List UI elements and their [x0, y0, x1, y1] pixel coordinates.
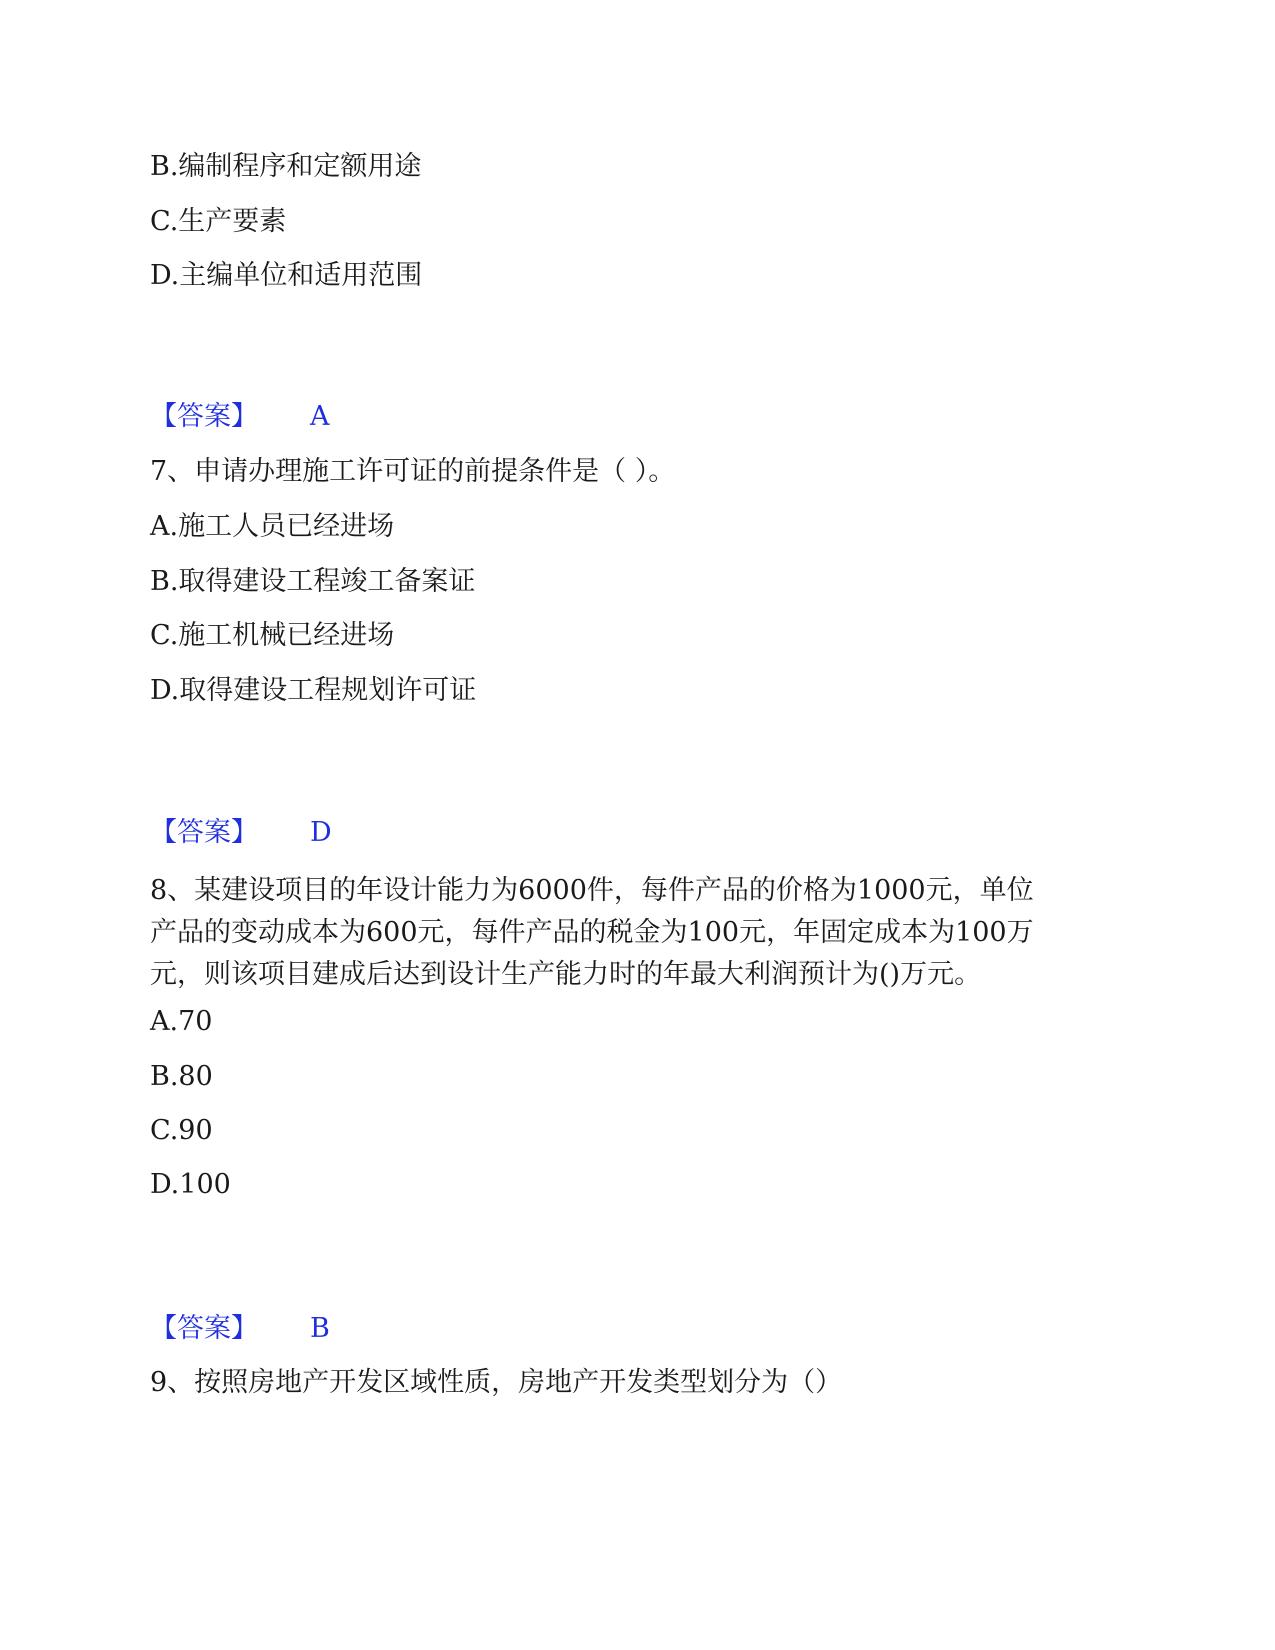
q8-question-line-1: 8、某建设项目的年设计能力为6000件，每件产品的价格为1000元，单位	[150, 875, 1034, 906]
q7-option-d: D.取得建设工程规划许可证	[150, 675, 477, 706]
q8-option-a: A.70	[150, 1006, 213, 1037]
q7-option-c: C.施工机械已经进场	[150, 620, 395, 651]
q6-option-c: C.生产要素	[150, 206, 287, 237]
q8-question	[150, 870, 1034, 996]
q7-option-b: B.取得建设工程竣工备案证	[150, 566, 476, 597]
q6-option-b: B.编制程序和定额用途	[150, 151, 422, 182]
q9-question: 9、按照房地产开发区域性质，房地产开发类型划分为（）	[150, 1367, 843, 1398]
answer-label: 【答案】	[150, 401, 258, 432]
q8-question-line-3: 元，则该项目建成后达到设计生产能力时的年最大利润预计为()万元。	[150, 959, 982, 990]
answer-value: D	[310, 817, 332, 848]
q6-answer	[150, 400, 330, 434]
q7-answer	[150, 816, 332, 850]
q8-option-d: D.100	[150, 1169, 231, 1200]
answer-value: A	[310, 401, 330, 432]
q7-option-a: A.施工人员已经进场	[150, 511, 395, 542]
q6-option-d: D.主编单位和适用范围	[150, 260, 423, 291]
q7-question: 7、申请办理施工许可证的前提条件是（ ）。	[150, 456, 676, 487]
answer-label: 【答案】	[150, 817, 258, 848]
q8-question-line-2: 产品的变动成本为600元，每件产品的税金为100元，年固定成本为100万	[150, 917, 1034, 948]
answer-label: 【答案】	[150, 1313, 258, 1344]
q8-option-c: C.90	[150, 1115, 213, 1146]
q8-answer	[150, 1312, 330, 1346]
answer-value: B	[310, 1313, 330, 1344]
q8-option-b: B.80	[150, 1061, 213, 1092]
